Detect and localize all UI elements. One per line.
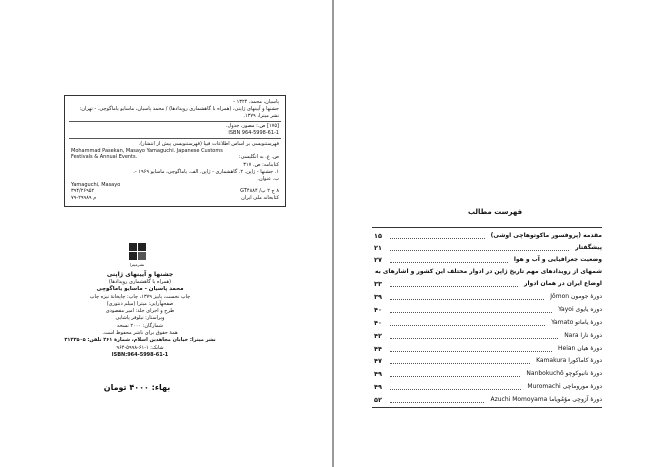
colophon-line: طرح و اجرای جلد: امیر مقصودی — [105, 308, 175, 315]
toc-leader-dots — [390, 238, 485, 239]
toc-entry — [372, 344, 602, 355]
toc-entry-page: ۴۹ — [374, 370, 382, 378]
toc-entry — [372, 382, 602, 393]
colophon-shabak: شابک: ۱-۶۱-۵۹۹۸-۹۶۴ — [116, 344, 164, 351]
toc-entry-page: ۲۱ — [374, 244, 382, 252]
toc-entry-title: دورهٔ نانبوکوچو Nanbokuchō — [526, 370, 602, 377]
cip-line: ب. عنوان. — [257, 176, 279, 182]
toc-top-rule — [372, 227, 602, 228]
toc-entry-page: ۴۴ — [374, 345, 382, 353]
toc-entry — [372, 369, 602, 380]
colophon-line: همهٔ حقوق برای ناشر محفوظ است. — [102, 330, 178, 337]
cip-divider — [69, 121, 281, 122]
toc-entry-title: دورهٔ نارا Nara — [564, 332, 602, 339]
toc-entry-page: ۵۲ — [374, 396, 382, 404]
cip-line: پاسیان، محمد، ۱۳۲۴ - — [233, 99, 279, 105]
toc-entry — [372, 395, 602, 406]
colophon-isbn: ISBN:964-5998-61-1 — [111, 351, 169, 358]
toc-entry-title: وضعیت جغرافیایی و آب و هوا — [513, 256, 602, 263]
colophon-authors: محمد پاسیان - ماسایو یاماگوچی — [96, 286, 184, 293]
toc-entry — [372, 356, 602, 367]
toc-leader-dots — [390, 402, 484, 403]
toc-entry-title: مقدمه (پروفسور ماکوتوهاچی اوشی) — [490, 232, 602, 239]
colophon-line: ویراستار: نیلوفر پاشایی — [115, 315, 165, 322]
left-page — [0, 0, 332, 467]
price-label: بهاء: ۴۰۰۰ تومان — [103, 383, 171, 392]
cip-line: م ۲۹۹۸۹-۷۹ — [71, 195, 97, 201]
cip-isbn: ISBN 964-5998-61-1 — [228, 130, 279, 136]
cip-catalog-box — [64, 95, 286, 207]
colophon-line: شمارگان: ۲۰۰۰ نسخه — [117, 322, 163, 329]
toc-entry-title: دورهٔ آزوچی موُمُویاما Azuchi Momoyama — [490, 396, 602, 403]
toc-leader-dots — [390, 389, 521, 390]
toc-leader-dots — [390, 299, 544, 300]
colophon-title: جشنها و آیینهای ژاپنی — [106, 271, 174, 278]
toc-entry — [372, 255, 602, 266]
colophon-subtitle: (همراه با گاهشماری رویدادها) — [108, 279, 172, 285]
toc-entry-page: ۳۳ — [374, 280, 382, 288]
toc-entry — [372, 231, 602, 242]
cip-line: ۳۹۴/۲۶۹۵۲ — [71, 188, 95, 194]
cip-line: ۸ ج ۲ پ/ GT۴۸۸۴ — [240, 188, 279, 194]
toc-leader-dots — [390, 325, 545, 326]
toc-entry-title: دورهٔ یاماتو Yamato — [551, 319, 602, 326]
toc-title: فهرست مطالب — [467, 208, 523, 216]
toc-leader-dots — [390, 338, 558, 339]
toc-leader-dots — [390, 351, 552, 352]
toc-entry-page: ۴۹ — [374, 383, 382, 391]
toc-entry-title: دوره یایوی Yayoi — [558, 306, 602, 313]
toc-bottom-rule — [372, 407, 602, 408]
cip-line: نشر میترا، ۱۳۷۹. — [243, 113, 279, 119]
toc-entry-title: دورهٔ جومون Jōmon — [550, 293, 602, 300]
toc-leader-dots — [390, 286, 518, 287]
cip-line: Festivals & Annual Events. — [71, 154, 138, 160]
toc-entry-page: ۲۷ — [374, 256, 382, 264]
publisher-logo-caption: نشرمیترا — [129, 262, 145, 267]
toc-entry — [372, 243, 602, 254]
toc-entry-page: ۴۰ — [374, 319, 382, 327]
publisher-logo — [127, 243, 147, 267]
toc-entry-page: ۴۷ — [374, 357, 382, 365]
cip-line: جشنها و آیینهای ژاپنی، (همراه با گاهشماری رویدادها) / محمد پاسیان، ماسایو یاماگوچی. - تهران: — [79, 106, 279, 112]
cip-line: کتابخانه ملی ایران — [241, 195, 279, 201]
cip-line: فهرستنویسی بر اساس اطلاعات فیپا (فهرستنویسی پیش از انتشار). — [138, 141, 279, 147]
toc-leader-dots — [390, 363, 530, 364]
toc-leader-dots — [390, 376, 520, 377]
cip-line: ۱. جشنها - ژاپن. ۲. گاهشماری - ژاپن. الف. یاماگوچی، ماسایو ۱۹۶۹ -. — [133, 169, 279, 175]
toc-entry — [372, 331, 602, 342]
toc-entry — [372, 318, 602, 329]
toc-entry-page: ۳۹ — [374, 293, 382, 301]
toc-leader-dots — [390, 312, 552, 313]
toc-entry-page: ۱۵ — [374, 232, 382, 240]
toc-entry-title: دورهٔ کاماکورا Kamakura — [536, 357, 602, 364]
cip-divider — [69, 138, 281, 139]
toc-entry — [372, 267, 602, 278]
cip-line: کتابنامه: ص. ۳۱۷ — [243, 162, 279, 168]
toc-entry-title: اوضاع ایران در همان ادوار — [524, 280, 602, 287]
colophon-line: صفحهآرایی: میترا (میلم دنتوری) — [106, 300, 174, 307]
cip-line: [۱۷۵] ص.: مصور، جدول. — [225, 123, 279, 129]
toc-entry-title: پیشگفتار — [575, 244, 602, 251]
toc-entry — [372, 292, 602, 303]
toc-entry-title: شمهای از رویدادهای مهم تاریخ ژاپن در ادوار مختلف این کشور و اشارهای به — [374, 268, 602, 275]
toc-leader-dots — [390, 250, 569, 251]
toc-entry — [372, 305, 602, 316]
cip-line: Yamaguchi, Masayo — [71, 182, 121, 188]
toc-leader-dots — [390, 262, 508, 263]
toc-entry-title: دورهٔ موروماچی Muromachi — [527, 383, 602, 390]
toc-entry — [372, 279, 602, 290]
colophon-address: نشر میترا: خیابان مجاهدین اسلام، شمارهٔ ۲۶۱ تلفن: ۳۱۲۳۵۰۵ — [64, 337, 216, 344]
toc-entry-page: ۴۲ — [374, 332, 382, 340]
cip-line: ص. ع. به انگلیسی: — [238, 154, 279, 160]
cip-line: Mohammad Pasekan, Masayo Yamaguchi. Japanese Customs — [71, 148, 223, 154]
colophon — [60, 271, 220, 359]
colophon-line: چاپ نخست، پاییز ۱۳۷۹، چاپ: چاپخانهٔ نیزه چاپ — [89, 293, 191, 300]
toc-entry-page: ۴۰ — [374, 306, 382, 314]
toc-entry-title: دورهٔ هیان Heian — [558, 345, 602, 352]
